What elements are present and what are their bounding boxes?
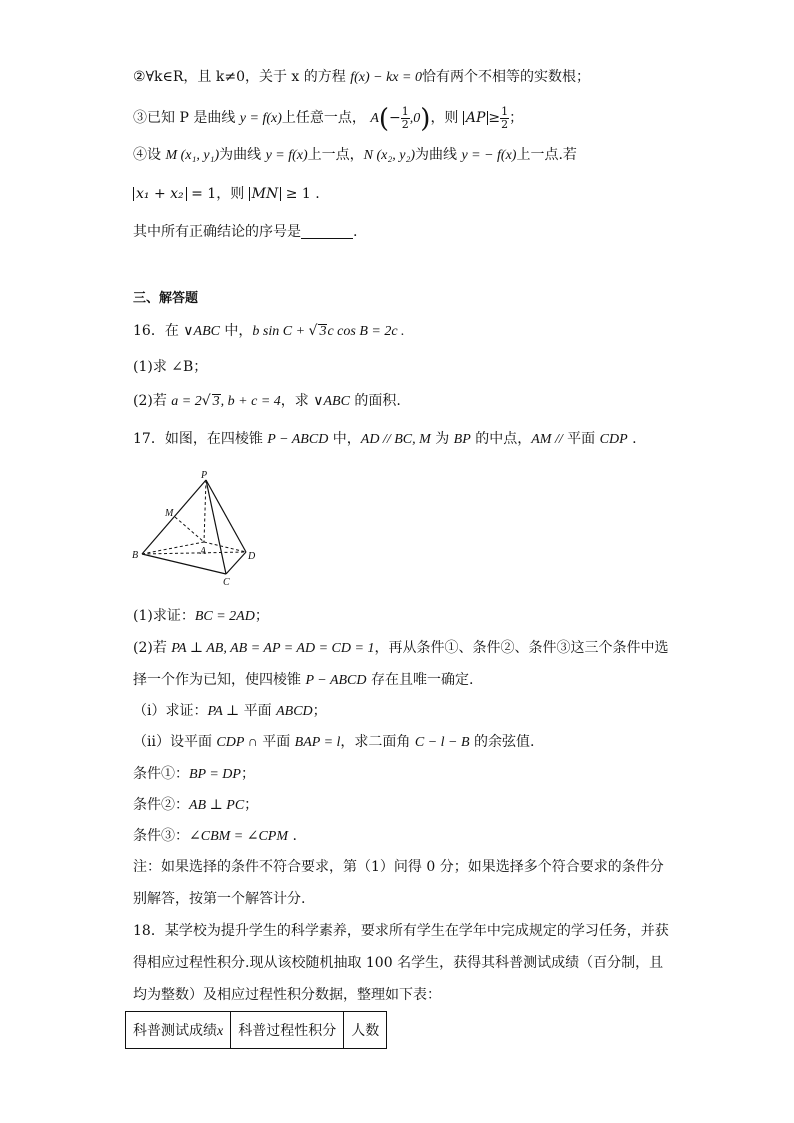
- q17-condition-2: 条件②：AB ⊥ PC；: [133, 797, 259, 813]
- label-b: B: [132, 550, 139, 561]
- edge-pa-hidden: [204, 480, 206, 542]
- table-header-row: [126, 1012, 387, 1049]
- q18-line3: 均为整数）及相应过程性积分数据，整理如下表：: [133, 987, 441, 1003]
- q16-stem: 16．在 ∨ABC 中，b sin C + √ 3c cos B = 2c .: [133, 323, 405, 339]
- q17-subpart-i: （i）求证：PA ⊥ 平面 ABCD；: [133, 703, 327, 719]
- q17-part1: (1)求证：BC = 2AD；: [133, 608, 269, 624]
- q16-part2: (2)若 a = 2√ 3, b + c = 4，求 ∨ABC 的面积.: [133, 393, 401, 409]
- label-p: P: [201, 470, 208, 481]
- q18-line1: 18．某学校为提升学生的科学素养，要求所有学生在学年中完成规定的学习任务，并获: [133, 923, 669, 939]
- score-table: [125, 1011, 387, 1049]
- section-heading: 三、解答题: [133, 291, 199, 306]
- edge-ma-hidden: [175, 517, 204, 542]
- table-header-points: 科普过程性积分: [231, 1012, 344, 1049]
- edge-pb: [142, 480, 206, 554]
- statement-4-continued: x₁ + x₂ = 1，则 MN ≥ 1 .: [133, 184, 320, 204]
- edge-cd: [226, 552, 246, 574]
- answer-blank: [301, 224, 353, 239]
- q17-note-line2: 别解答，按第一个解答计分.: [133, 891, 306, 907]
- q17-condition-1: 条件①：BP = DP；: [133, 766, 255, 782]
- q17-part2: (2)若 PA ⊥ AB, AB = AP = AD = CD = 1，再从条件①、条件②、条件③这三个条件中选: [133, 640, 669, 656]
- statement-2: ②∀k∈R，且 k≠0，关于 x 的方程 f(x) − kx = 0恰有两个不相等的实数根；: [133, 69, 590, 85]
- statement-3: ③已知 P 是曲线 y = f(x)上任意一点， A(− $\frac{1}{2}$ ,0)，则 AP ≥ $\frac{1}{2}$ ；: [133, 104, 524, 134]
- q17-subpart-ii: （ⅱ）设平面 CDP ∩ 平面 BAP = l，求二面角 C − l − B 的余弦值.: [133, 734, 535, 750]
- edge-ad-hidden: [204, 542, 246, 552]
- q17-condition-3: 条件③：∠CBM = ∠CPM .: [133, 828, 297, 844]
- pyramid-figure: [128, 468, 268, 588]
- q16-part1: (1)求 ∠B；: [133, 359, 208, 375]
- edge-bd-hidden: [142, 552, 246, 554]
- table-header-count: 人数: [344, 1012, 387, 1049]
- q17-note-line1: 注：如果选择的条件不符合要求，第（1）问得 0 分；如果选择多个符合要求的条件分: [133, 859, 664, 875]
- label-a: A: [200, 546, 207, 557]
- q17-stem: 17．如图，在四棱锥 P − ABCD 中，AD // BC, M 为 BP 的中点，AM // 平面 CDP .: [133, 431, 637, 447]
- label-c: C: [223, 577, 230, 588]
- fill-in-question: 其中所有正确结论的序号是 .: [133, 224, 358, 240]
- label-m: M: [165, 508, 174, 519]
- edge-pc: [206, 480, 226, 574]
- label-d: D: [248, 551, 256, 562]
- edge-pd: [206, 480, 246, 552]
- table-header-score: 科普测试成绩x: [126, 1012, 231, 1049]
- q17-part2-continued: 择一个作为已知，使四棱锥 P − ABCD 存在且唯一确定.: [133, 672, 474, 688]
- q18-line2: 得相应过程性积分.现从该校随机抽取 100 名学生，获得其科普测试成绩（百分制，且: [133, 955, 664, 971]
- statement-4: ④设 M (x₁, y₁)为曲线 y = f(x)上一点，N (x₂, y₂)为曲线 y = − f(x)上一点.若: [133, 147, 577, 163]
- edge-bc: [142, 554, 226, 574]
